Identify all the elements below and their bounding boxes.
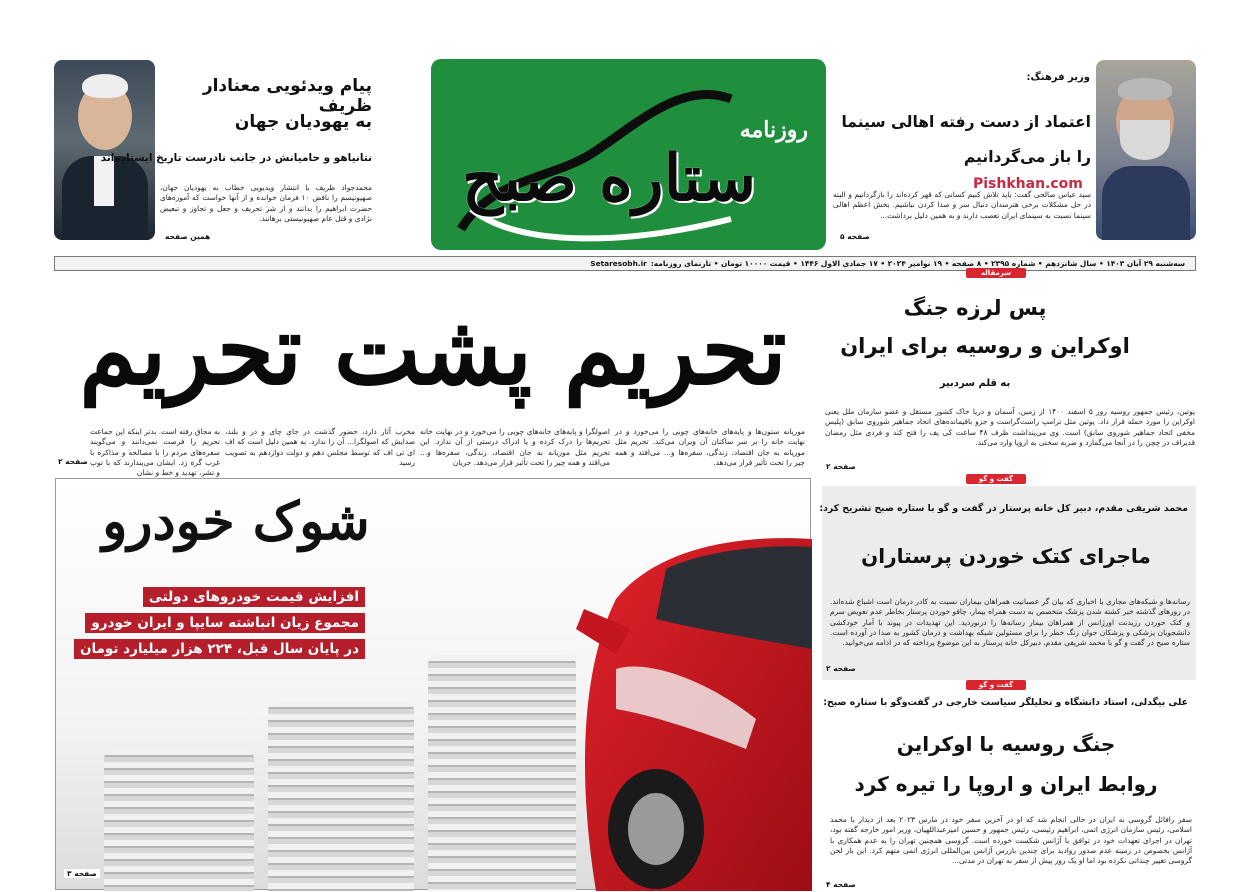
- main-col-4: موریانه ستون‌ها و پایه‌های خانه‌های چوبی را می‌خورد و در نهایت خانه را بر سر ساکنان آن ویران می‌کند. تحریم مثل موریانه به جان اقتصاد، زندگی، سفره‌ها و... می‌افتد و همه چیز را تحت تأثیر قرار می‌دهد.: [615, 427, 805, 467]
- minister-body: سید عباس صالحی گفت: باید تلاش کنیم کسانی که قهر کرده‌اند را بازگردانیم و البته در حل مشکلات برخی هنرمندان دنبال سر و صدا کردن نباشیم. بخش اعظم اهالی سینما نسبت به سینمای ایران تعصب دارند و به همین دلیل برداشت...: [833, 190, 1091, 220]
- editorial-body: پوتین، رئیس جمهور روسیه روز ۵ اسفند ۱۴۰۰ از زمین، آسمان و دریا خاک کشور مستقل و عضو سازمان ملل یعنی اوکراین را مورد حمله قرار داد. پوتین مثل ترامپ راست‌گراست و جزو باقیمانده‌های اتحاد جماهیر شوروی سابق (پلیس مخفی اتحاد جماهیر شوروی سابق) است. وی می‌پنداشت ظرف ۴۸ ساعت کی یف را فتح کند و فردی مثل رمضان قدیراف در چچن را در آنجا می‌گمارد و ضربه سختی به اروپا وارد می‌کند.: [825, 407, 1195, 447]
- interview2-tag: گفت و گو: [966, 680, 1026, 690]
- minister-headline-2[interactable]: را باز می‌گردانیم: [963, 148, 1091, 166]
- main-col-3: اصولگرا و پایه‌های خانه‌های چوبی را می‌خورد و در نهایت خانه تحریم‌ها را درک کرده و یا ادراک درستی از آن ندارد. این تحریم مثل موریانه به جان اقتصاد، زندگی، سفره‌ها و... می‌افتد و همه چیز را تحت تأثیر قرار می‌دهد. جریان: [420, 427, 610, 467]
- interview2-headline-1[interactable]: جنگ روسیه با اوکراین: [896, 732, 1116, 756]
- minister-page-ref[interactable]: صفحه ۵: [840, 232, 870, 241]
- main-col-1: به محاق رفته است. بدتر اینکه این جماعت تحریم را فرصت نمی‌دانند و می‌گویند سفره‌های مردم را با مصالحه و مذاکره با غرب گره زد. ایشان می‌پندارند که با توپ و تشر، تهدید و خط و نشان: [90, 427, 220, 478]
- coin-stack-3: [428, 655, 576, 891]
- main-headline[interactable]: تحریم پشت تحریم: [79, 293, 787, 407]
- editorial-byline: به قلم سردبیر: [939, 378, 1011, 389]
- main-page-ref[interactable]: صفحه ۲: [58, 457, 88, 466]
- dateline-site[interactable]: Setaresobh.ir: [590, 259, 647, 268]
- minister-headline-1[interactable]: اعتماد از دست رفته اهالی سینما: [841, 113, 1091, 131]
- editorial-page-ref[interactable]: صفحه ۲: [826, 462, 856, 471]
- car-headline[interactable]: شوک خودرو: [102, 491, 370, 552]
- dateline-text: سه‌شنبه ۲۹ آبان ۱۴۰۳ • سال شانزدهم • شماره ۲۳۹۵ • ۸ صفحه • ۱۹ نوامبر ۲۰۲۴ • ۱۷ جمادی الاول ۱۴۴۶ • قیمت ۱۰۰۰۰ تومان • تارنمای روزنامه:: [650, 259, 1185, 268]
- zarif-headline-1[interactable]: پیام ویدئویی معنادار ظریف: [202, 76, 372, 116]
- car-line-3: در پایان سال قبل، ۲۲۴ هزار میلیارد تومان: [74, 639, 365, 659]
- minister-photo: [1096, 60, 1196, 240]
- minister-kicker: وزیر فرهنگ:: [1026, 72, 1090, 83]
- pishkhan-watermark: Pishkhan.com: [973, 176, 1083, 192]
- interview1-kicker: محمد شریفی مقدم، دبیر کل خانه پرستار در گفت و گو با ستاره صبح تشریح کرد:: [819, 503, 1188, 514]
- coin-stack-1: [104, 749, 254, 891]
- editorial-headline-2[interactable]: اوکراین و روسیه برای ایران: [840, 334, 1130, 358]
- logo-main-text: ستاره صبح: [461, 141, 756, 216]
- editorial-headline-1[interactable]: پس لرزه جنگ: [903, 296, 1047, 320]
- interview1-page-ref[interactable]: صفحه ۲: [826, 664, 856, 673]
- interview2-page-ref[interactable]: صفحه ۴: [826, 880, 856, 889]
- zarif-body: محمدجواد ظریف با انتشار ویدیویی خطاب به یهودیان جهان، صهیونیسم را ناقض ۱۰ فرمان خوانده و از آنها خواست که آموزه‌های حضرت ابراهیم را بدانند و از شر تحریف و جعل و تجاوز و تبعیض نژادی و قتل عام صهیونیستی برهانند.: [160, 183, 372, 223]
- zarif-photo: [54, 60, 155, 240]
- main-col-2: مخرب آثار دارد، حضور گذشت در جای چای و در و بلند، صدایش که اصولگرا... آن را ندارد. به همین دلیل است که اف ای تی اف که توسط مجلس دهم و دولت دوازدهم به تصویب رسید: [225, 427, 415, 467]
- interview2-kicker: علی بیگدلی، استاد دانشگاه و تحلیلگر سیاست خارجی در گفت‌وگو با ستاره صبح:: [823, 697, 1188, 708]
- logo-small-text: روزنامه: [739, 117, 808, 143]
- editorial-tag: سرمقاله: [966, 268, 1026, 278]
- car-page-ref[interactable]: صفحه ۳: [64, 869, 100, 878]
- car-line-2: مجموع زیان انباشته سایپا و ایران خودرو: [85, 613, 365, 633]
- interview2-headline-2[interactable]: روابط ایران و اروپا را تیره کرد: [854, 772, 1158, 796]
- interview2-body: سفر رافائل گروسی به ایران در حالی انجام شد که او در آخرین سفر خود در مارس ۲۰۲۳ بعد از دیدار با محمد اسلامی، رئیس سازمان انرژی اتمی، ابراهیم رئیسی، رئیس جمهور و حسین امیرعبداللهیان، وزیر امور خارجه گفته بود، تهران در اجرای تعهدات خود در توافق با آژانس شکست خورده است. گروسی همچنین تهران را به عدم همکاری با آژانس بخصوص در زمینه عدم صدور روادید برای چندین بازرس آژانس بین‌المللی انرژی اتمی متهم کرد. این بار لحن گروسی تغییر چندانی نکرده بود اما او یک روز پیش از سفر به تهران در مدتی...: [830, 815, 1192, 866]
- car-story-panel[interactable]: [55, 478, 811, 890]
- zarif-page-ref[interactable]: همین صفحه: [165, 232, 211, 241]
- interview1-body: رسانه‌ها و شبکه‌های مجازی با اخباری که بیان گر عصبانیت همراهان بیماران نسبت به کادر درمان است اشباع شده‌اند. در روزهای گذشته خبر کشته شدن پزشک متخصص به دست همراه بیمار، چاقو خوردن پرستار بخاطر عدم تعویض سرم و کتک خوردن رزیدنت اورژانس از همراهان بیمار رسانه‌ها را درنوردید. این تهدیدات در پیوند با آمار خودکشی دانشجویان پزشکی و پزشکان جوان زنگ خطر را برای مسئولین شبکه بهداشت و درمان کشور به صدا در آورده است. ستاره صبح در گفت و گو با محمد شریفی مقدم، دبیرکل خانه پرستار به این موضوع پرداخته که در ادامه می‌خوانید.: [830, 597, 1190, 648]
- zarif-headline-2[interactable]: به یهودیان جهان: [234, 112, 372, 132]
- car-line-1: افزایش قیمت خودروهای دولتی: [143, 587, 365, 607]
- interview1-tag: گفت و گو: [966, 474, 1026, 484]
- masthead-logo[interactable]: [431, 59, 826, 250]
- interview1-headline[interactable]: ماجرای کتک خوردن پرستاران: [861, 544, 1151, 568]
- zarif-subhead: نتانیاهو و حامیانش در جانب نادرست تاریخ ایستاده‌اند: [100, 152, 372, 164]
- coin-stack-2: [268, 701, 414, 891]
